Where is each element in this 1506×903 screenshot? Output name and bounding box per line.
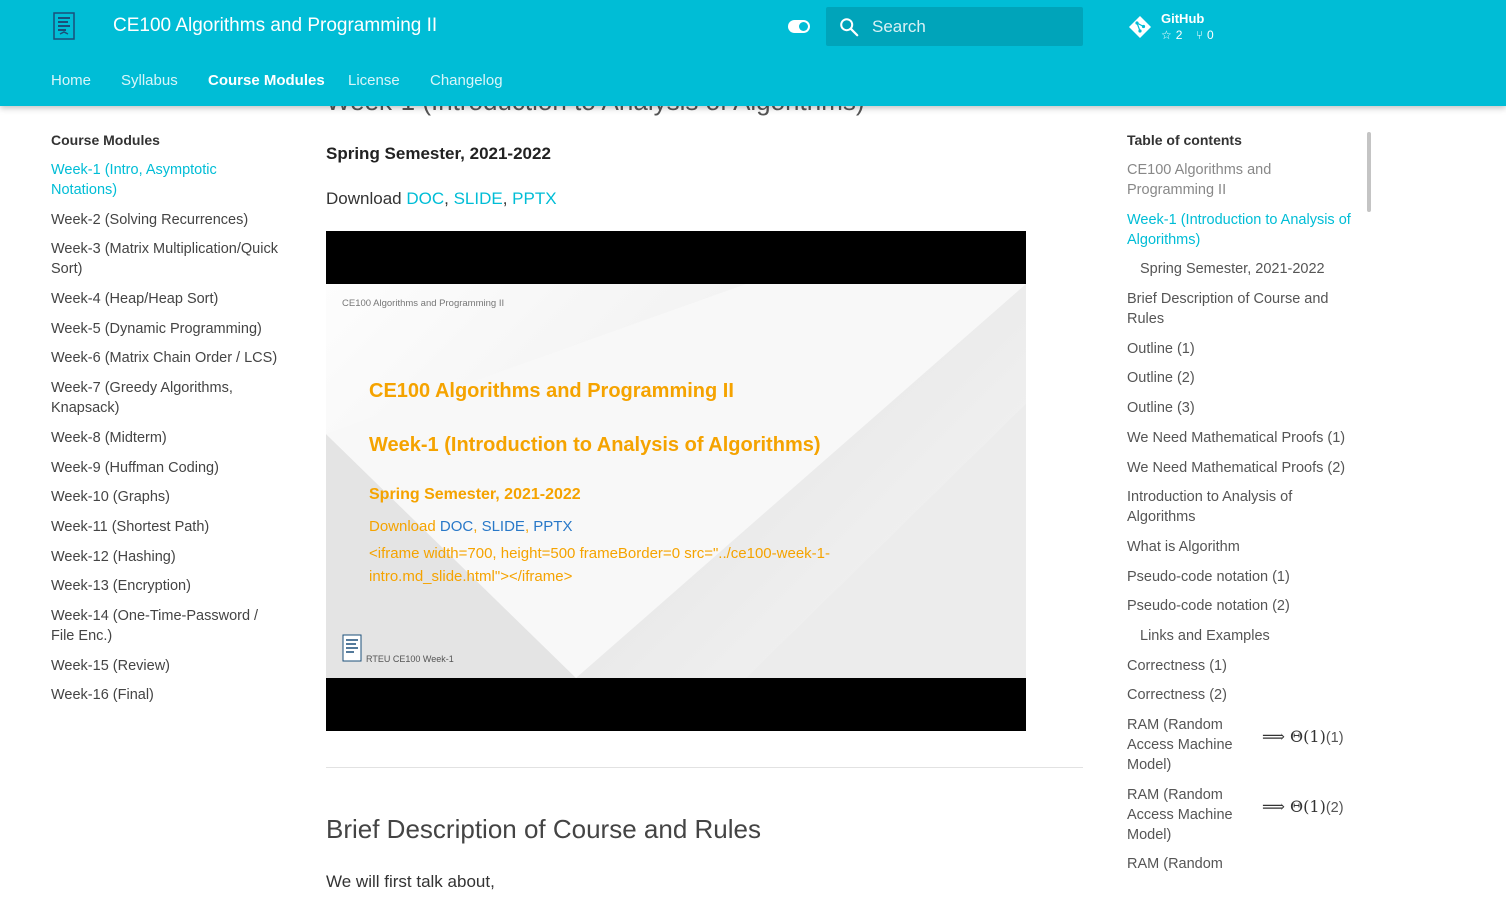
- section-heading: Brief Description of Course and Rules: [326, 814, 761, 844]
- slide-doc-link[interactable]: DOC: [439, 518, 474, 535]
- slide-iframe[interactable]: [326, 231, 1026, 731]
- toc-item-math: ⟹ Θ(1)(2): [1262, 796, 1344, 816]
- toc-item[interactable]: Links and Examples: [1140, 627, 1270, 644]
- slide-canvas: [326, 284, 1026, 678]
- toc-item[interactable]: Introduction to Analysis of Algorithms: [1127, 489, 1293, 526]
- nav-item-week-16[interactable]: Week-16 (Final): [51, 687, 154, 704]
- nav-title: Course Modules: [51, 132, 160, 148]
- tab-syllabus[interactable]: Syllabus: [121, 72, 178, 89]
- nav-item-week-10[interactable]: Week-10 (Graphs): [51, 489, 170, 506]
- paragraph: We will first talk about,: [326, 872, 495, 891]
- git-icon: [1128, 15, 1152, 39]
- slide-subtitle: Week-1 (Introduction to Analysis of Algorithms): [369, 434, 821, 456]
- nav-item-week-12[interactable]: Week-12 (Hashing): [51, 548, 176, 565]
- toc-item[interactable]: Outline (2): [1127, 370, 1195, 387]
- divider: [326, 767, 1083, 768]
- toc-item[interactable]: Spring Semester, 2021-2022: [1140, 261, 1325, 278]
- semester-heading: Spring Semester, 2021-2022: [326, 144, 551, 163]
- nav-item-week-4[interactable]: Week-4 (Heap/Heap Sort): [51, 291, 219, 308]
- search-input[interactable]: [872, 15, 1072, 39]
- tab-course-modules[interactable]: Course Modules: [208, 72, 325, 89]
- toc-item[interactable]: We Need Mathematical Proofs (2): [1127, 459, 1346, 476]
- repo-name: GitHub: [1161, 11, 1205, 26]
- slide-background: [326, 284, 1026, 678]
- toc-item-math: ⟹ Θ(1)(1): [1262, 727, 1344, 746]
- toc-title: Table of contents: [1127, 132, 1242, 148]
- nav-item-week-6[interactable]: Week-6 (Matrix Chain Order / LCS): [51, 350, 278, 367]
- slide-pptx-link[interactable]: PPTX: [533, 518, 573, 535]
- nav-item-week-13[interactable]: Week-13 (Encryption): [51, 578, 191, 595]
- toc-item[interactable]: [1127, 715, 1357, 775]
- toc-item-label: RAM (Random Access Machine Model): [1127, 786, 1233, 843]
- toc-item[interactable]: Brief Description of Course and Rules: [1127, 291, 1329, 328]
- tab-changelog[interactable]: Changelog: [430, 72, 503, 89]
- tab-home[interactable]: Home: [51, 72, 92, 89]
- slide-link[interactable]: SLIDE: [453, 189, 503, 208]
- nav-item-week-3[interactable]: Week-3 (Matrix Multiplication/Quick Sort): [51, 241, 278, 278]
- toc-item[interactable]: Correctness (1): [1127, 657, 1227, 674]
- download-label: Download: [326, 189, 407, 208]
- toc-item[interactable]: Pseudo-code notation (1): [1127, 568, 1290, 585]
- toc-item[interactable]: Pseudo-code notation (2): [1127, 598, 1290, 615]
- toc-item[interactable]: RAM (Random: [1127, 856, 1223, 873]
- toc-item[interactable]: Week-1 (Introduction to Analysis of Algorithms): [1127, 211, 1351, 248]
- site-title[interactable]: CE100 Algorithms and Programming II: [113, 15, 438, 36]
- toc-item[interactable]: What is Algorithm: [1127, 538, 1240, 555]
- doc-link[interactable]: DOC: [406, 189, 445, 208]
- slide-iframe-code: <iframe width=700, height=500 frameBorder=0 src="../ce100-week-1-intro.md_slide.html"></iframe>: [369, 545, 830, 585]
- search-icon[interactable]: [838, 16, 860, 38]
- slide-download: Download DOC, SLIDE, PPTX: [369, 518, 573, 535]
- nav-item-week-5[interactable]: Week-5 (Dynamic Programming): [51, 320, 262, 337]
- toc-item[interactable]: CE100 Algorithms and Programming II: [1127, 162, 1272, 198]
- slide-download-label: Download: [369, 518, 440, 535]
- table-of-contents: [1127, 132, 1357, 884]
- nav-item-week-7[interactable]: Week-7 (Greedy Algorithms, Knapsack): [51, 380, 233, 417]
- toc-scrollbar[interactable]: [1367, 132, 1371, 212]
- nav-item-week-1[interactable]: Week-1 (Intro, Asymptotic Notations): [51, 162, 217, 198]
- search-box[interactable]: [826, 7, 1083, 46]
- toc-item[interactable]: [1127, 785, 1357, 845]
- slide-semester: Spring Semester, 2021-2022: [369, 486, 581, 503]
- nav-item-week-8[interactable]: Week-8 (Midterm): [51, 429, 167, 446]
- toc-item[interactable]: Outline (1): [1127, 340, 1195, 357]
- star-icon: ☆: [1161, 28, 1172, 42]
- pptx-link[interactable]: PPTX: [512, 189, 557, 208]
- theme-toggle[interactable]: [788, 20, 810, 33]
- tab-license[interactable]: License: [348, 72, 400, 89]
- nav-item-week-2[interactable]: Week-2 (Solving Recurrences): [51, 211, 249, 228]
- toc-item[interactable]: We Need Mathematical Proofs (1): [1127, 429, 1346, 446]
- fork-icon: ⑂: [1195, 28, 1203, 42]
- nav-item-week-14[interactable]: Week-14 (One-Time-Password / File Enc.): [51, 607, 259, 644]
- star-count: 2: [1175, 28, 1183, 42]
- repo-stats: [1161, 28, 1218, 42]
- slide-header: CE100 Algorithms and Programming II: [342, 298, 505, 309]
- toc-item-label: RAM (Random Access Machine Model): [1127, 717, 1233, 773]
- nav-item-week-9[interactable]: Week-9 (Huffman Coding): [51, 459, 219, 476]
- download-line: Download DOC, SLIDE, PPTX: [326, 189, 557, 208]
- university-logo-icon[interactable]: [52, 12, 76, 40]
- sidebar-nav: [51, 132, 281, 715]
- slide-footer: RTEU CE100 Week-1: [366, 654, 454, 664]
- slide-logo-icon: [342, 634, 362, 662]
- nav-item-week-15[interactable]: Week-15 (Review): [51, 657, 170, 674]
- app-header: [0, 0, 1506, 106]
- nav-item-week-11[interactable]: Week-11 (Shortest Path): [51, 518, 210, 535]
- slide-title: CE100 Algorithms and Programming II: [369, 380, 734, 402]
- slide-slide-link[interactable]: SLIDE: [481, 518, 525, 535]
- toc-item[interactable]: Outline (3): [1127, 400, 1195, 417]
- fork-count: 0: [1207, 28, 1214, 42]
- toc-item[interactable]: Correctness (2): [1127, 687, 1227, 704]
